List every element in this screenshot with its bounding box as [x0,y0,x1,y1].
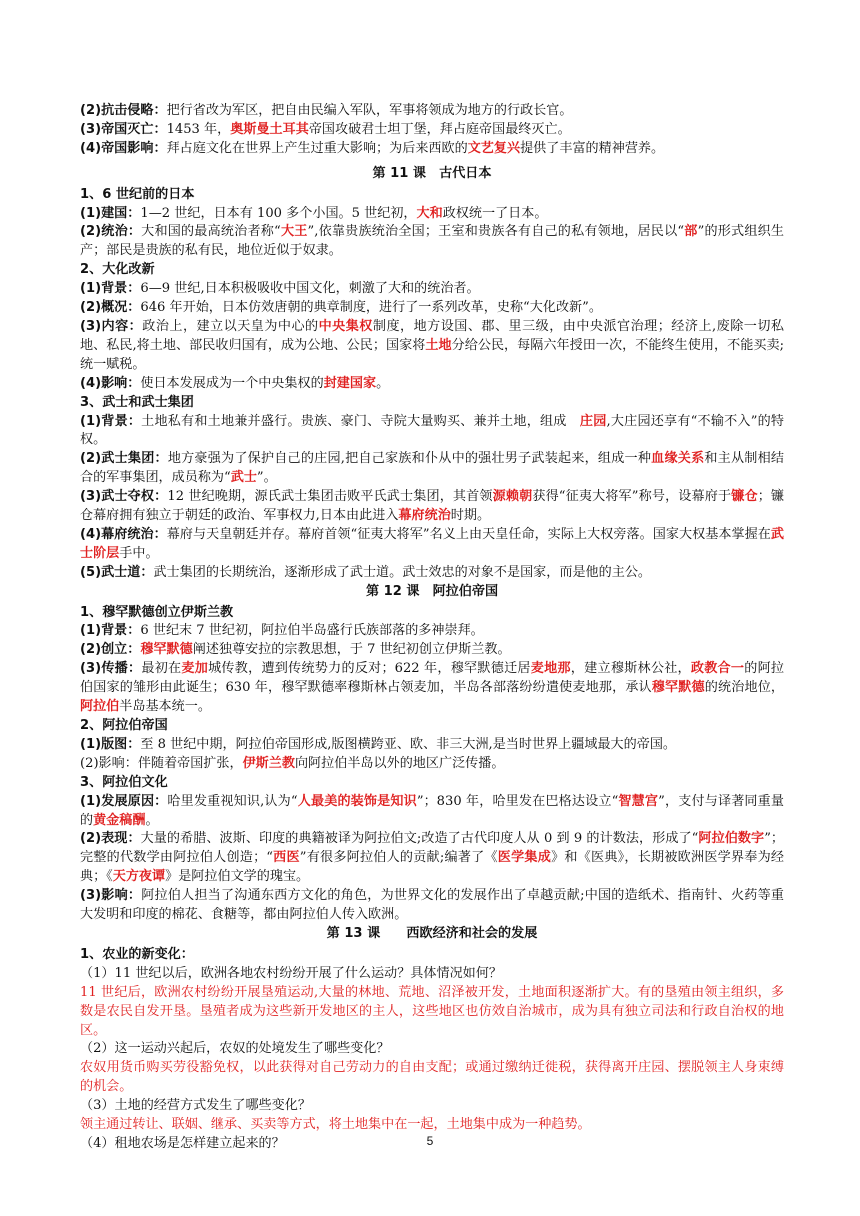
keyword: 伊斯兰教 [242,755,295,771]
text-run: ”，支付与译著同重量的 [80,793,784,828]
question: （4）租地农场是怎样建立起来的？ [80,1135,285,1151]
item-label: (2)统治： [80,224,142,240]
keyword: 大王 [280,224,308,240]
paragraph [80,641,784,660]
text-run: 地方豪强为了保护自己的庄园,把自己家族和仆从中的强壮男子武装起来，组成一种 [167,451,652,467]
answer: 领主通过转让、联姻、继承、买卖等方式，将土地集中在一起，土地集中成为一种趋势。 [80,1117,591,1133]
section-heading: 1、农业的新变化： [80,946,194,962]
text-run: 半岛基本统一。 [119,699,211,715]
text-run: 政治上，建立以天皇为中心的 [142,318,319,334]
lesson-title: 第 11 课 古代日本 [372,165,492,181]
keyword: 黄金稿酬 [93,812,146,828]
text-run: ”的形式组织生产；部民是贵族的私有民，地位近似于奴隶。 [80,224,784,259]
question: （2）这一运动兴起后，农奴的处境发生了哪些变化？ [80,1041,390,1057]
lesson-title: 第 12 课 阿拉伯帝国 [365,583,499,599]
text-run: 的阿拉伯国家的雏形由此诞生；630 年，穆罕默德率穆斯林占领麦加，半岛各部落纷纷遣使麦地那，承认 [80,661,785,696]
text-run: 1—2 世纪，日本有 100 多个小国。5 世纪初， [140,205,417,221]
text-run: 武士集团的长期统治，逐渐形成了武士道。武士效忠的对象不是国家，而是他的主公。 [153,564,652,580]
paragraph [80,102,784,121]
text-run: 时期。 [450,508,491,524]
lesson-title: 第 13 课 西欧经济和社会的发展 [326,925,538,941]
keyword: 武士 [230,470,257,486]
text-run: 土地私有和土地兼并盛行。贵族、豪门、寺院大量购买、兼并土地，组成 [141,413,580,429]
keyword: 源赖朝 [492,489,533,505]
item-label: (1)背景： [80,623,141,639]
text-run: 哈里发重视知识,认为“ [167,793,298,809]
keyword: 部 [684,224,698,240]
text-run: 最初在 [141,661,182,677]
item-label: (3)传播： [80,661,142,677]
text-run: 》和《医典》，长期被欧洲医学界奉为经典；《 [80,850,785,885]
text-run: 获得“征夷大将军”称号，设幕府于 [532,489,732,505]
text-run: 使日本发展成为一个中央集权的 [140,375,324,391]
text-run: ”。 [256,470,277,486]
keyword: 穆罕默德 [651,680,705,696]
section-heading: 2、阿拉伯帝国 [80,718,168,733]
text-run: 大量的希腊、波斯、印度的典籍被译为阿拉伯文;改造了古代印度人从 0 到 9 的计数法，形成了“ [140,831,699,847]
text-run: 的统治地位， [704,680,785,696]
text-run: 政权统一了日本。 [442,205,548,221]
paragraph [80,280,784,299]
answer: 11 世纪后，欧洲农村纷纷开展垦殖运动,大量的林地、荒地、沼泽被开发，土地面积逐渐扩大。有的垦殖由领主组织，多数是农民自发开垦。垦殖者成为这些新开发地区的主人，这些地区也仿效自治城市，成为具有独立司法和行政自治权的地区。 [80,984,784,1038]
paragraph [80,375,784,394]
item-label: (2)表现： [80,831,141,847]
keyword: 封建国家 [323,375,377,391]
paragraph [80,660,784,717]
page-number: 5 [426,1134,434,1148]
keyword: 阿拉伯 [80,699,120,715]
text-run: 至 8 世纪中期，阿拉伯帝国形成,版图横跨亚、欧、非三大洲,是当时世界上疆域最大的帝国。 [140,736,677,752]
keyword: 人最美的装饰是知识 [297,793,417,809]
section-heading: 3、阿拉伯文化 [80,774,168,790]
text-run: 》是阿拉伯文学的瑰宝。 [165,869,310,885]
paragraph [80,121,784,140]
text-run: 12 世纪晚期，源氏武士集团击败平氏武士集团，其首领 [167,489,493,505]
paragraph [80,318,784,375]
keyword: 阿拉伯数字 [698,831,765,847]
paragraph [80,736,784,755]
item-label: (2)武士集团： [80,451,168,467]
item-label: (1)背景： [80,413,142,429]
text-run: 6 世纪末 7 世纪初，阿拉伯半岛盛行氏族部落的多神崇拜。 [140,623,484,639]
text-run: 6—9 世纪,日本积极吸收中国文化，刺激了大和的统治者。 [140,281,480,297]
text-run: 1453 年， [166,121,231,137]
item-label: (4)帝国影响： [80,140,167,156]
text-run: 阐述独尊安拉的宗教思想，于 7 世纪初创立伊斯兰教。 [192,642,511,658]
paragraph [80,140,784,159]
item-label: (2)抗击侵略： [80,103,167,118]
section-heading: 1、6 世纪前的日本 [80,186,195,202]
text-run: (2)影响：伴随着帝国扩张， [80,755,243,771]
item-label: (1)版图： [80,736,141,752]
text-run: 拜占庭文化在世界上产生过重大影响；为后来西欧的 [166,140,468,156]
text-run: ，建立穆斯林公社， [570,661,691,677]
keyword: 穆罕默德 [140,642,193,658]
keyword: 麦地那 [530,661,571,677]
paragraph [80,755,784,774]
text-run: 城传教，遭到传统势力的反对；622 年，穆罕默德迁居 [208,661,531,677]
paragraph [80,793,784,831]
paragraph [80,223,784,261]
text-run: 646 年开始，日本仿效唐朝的典章制度，进行了一系列改革，史称“大化改新”。 [140,300,602,316]
paragraph [80,299,784,318]
text-run: ”；830 年，哈里发在巴格达设立“ [416,793,619,809]
paragraph [80,622,784,641]
keyword: 大和 [416,205,443,221]
text-run: 制度，地方设国、郡、里三级，由中央派官治理；经济上,废除一切私地、私民,将土地、部民收归国有，成为公地、公民；国家将 [80,318,784,353]
keyword: 政教合一 [690,661,745,677]
keyword: 医学集成 [497,850,552,866]
keyword: 文艺复兴 [467,140,521,156]
paragraph [80,488,784,526]
text-run: ”；完整的代数学由阿拉伯人创造；“ [80,831,784,866]
text-run: 提供了丰富的精神营养。 [520,140,665,156]
keyword: 幕府统治 [398,508,451,524]
item-label: (3)影响： [80,888,142,904]
text-run: 大和国的最高统治者称“ [141,224,281,240]
item-label: (1)背景： [80,281,141,297]
text-run: 帝国攻破君士坦丁堡，拜占庭帝国最终灭亡。 [308,121,571,137]
text-run: ”有很多阿拉伯人的贡献;编著了《 [299,850,498,866]
item-label: (2)概况： [80,300,141,316]
section-heading: 3、武士和武士集团 [80,394,194,410]
text-run: 。 [376,375,390,391]
item-label: (4)影响： [80,375,141,391]
item-label: (3)帝国灭亡： [80,121,167,137]
item-label: (4)幕府统治： [80,526,167,542]
text-run: 分给公民，每隔六年授田一次，不能终生使用，不能买卖;统一赋税。 [80,337,784,372]
keyword: 麦加 [181,661,209,677]
paragraph [80,564,784,583]
paragraph [80,413,784,451]
paragraph [80,887,784,925]
section-heading: 1、穆罕默德创立伊斯兰教 [80,604,234,620]
keyword: 中央集权 [318,318,373,334]
item-label: (3)武士夺权： [80,489,168,505]
section-heading: 2、大化改新 [80,262,155,278]
paragraph [80,526,784,564]
question: （3）土地的经营方式发生了哪些变化？ [80,1098,311,1114]
paragraph [80,205,784,224]
item-label: (3)内容： [80,318,143,334]
item-label: (1)发展原因： [80,793,168,809]
keyword: 镰仓 [731,489,758,505]
text-run: 阿拉伯人担当了沟通东西方文化的角色，为世界文化的发展作出了卓越贡献;中国的造纸术、指南针、火药等重大发明和印度的棉花、食糖等，都由阿拉伯人传入欧洲。 [80,888,784,923]
text-run: 。 [145,812,159,828]
keyword: 西医 [272,850,300,866]
text-run: 幕府与天皇朝廷并存。幕府首领“征夷大将军”名义上由天皇任命，实际上大权旁落。国家大权基本掌握在 [166,526,771,542]
item-label: (1)建国： [80,205,141,221]
keyword: 智慧宫 [618,793,659,809]
paragraph [80,450,784,488]
keyword: 武士阶层 [80,526,784,561]
keyword: 血缘关系 [651,451,705,467]
keyword: 庄园 [579,413,607,429]
keyword: 天方夜谭 [112,869,166,885]
text-run: ；镰仓幕府拥有独立于朝廷的政治、军事权力,日本由此进入 [80,489,785,524]
item-label: (5)武士道： [80,564,154,580]
text-run: ”,依靠贵族统治全国；王室和贵族各有自己的私有领地，居民以“ [307,224,685,240]
paragraph [80,830,784,887]
answer: 农奴用货币购买劳役豁免权，以此获得对自己劳动力的自由支配；或通过缴纳迁徙税，获得离开庄园、摆脱领主人身束缚的机会。 [80,1060,784,1095]
text-run: 手中。 [119,545,159,561]
question: （1）11 世纪以后，欧洲各地农村纷纷开展了什么运动？具体情况如何？ [80,965,502,981]
keyword: 奥斯曼土耳其 [230,121,309,137]
keyword: 土地 [425,337,452,353]
text-run: 和主从制相结合的军事集团，成员称为“ [80,451,784,486]
text-run: ,大庄园还享有“不输不入”的特权。 [80,413,784,448]
text-run: 向阿拉伯半岛以外的地区广泛传播。 [294,755,505,771]
text-run: 把行省改为军区，把自由民编入军队，军事将领成为地方的行政长官。 [166,103,573,118]
item-label: (2)创立： [80,642,141,658]
